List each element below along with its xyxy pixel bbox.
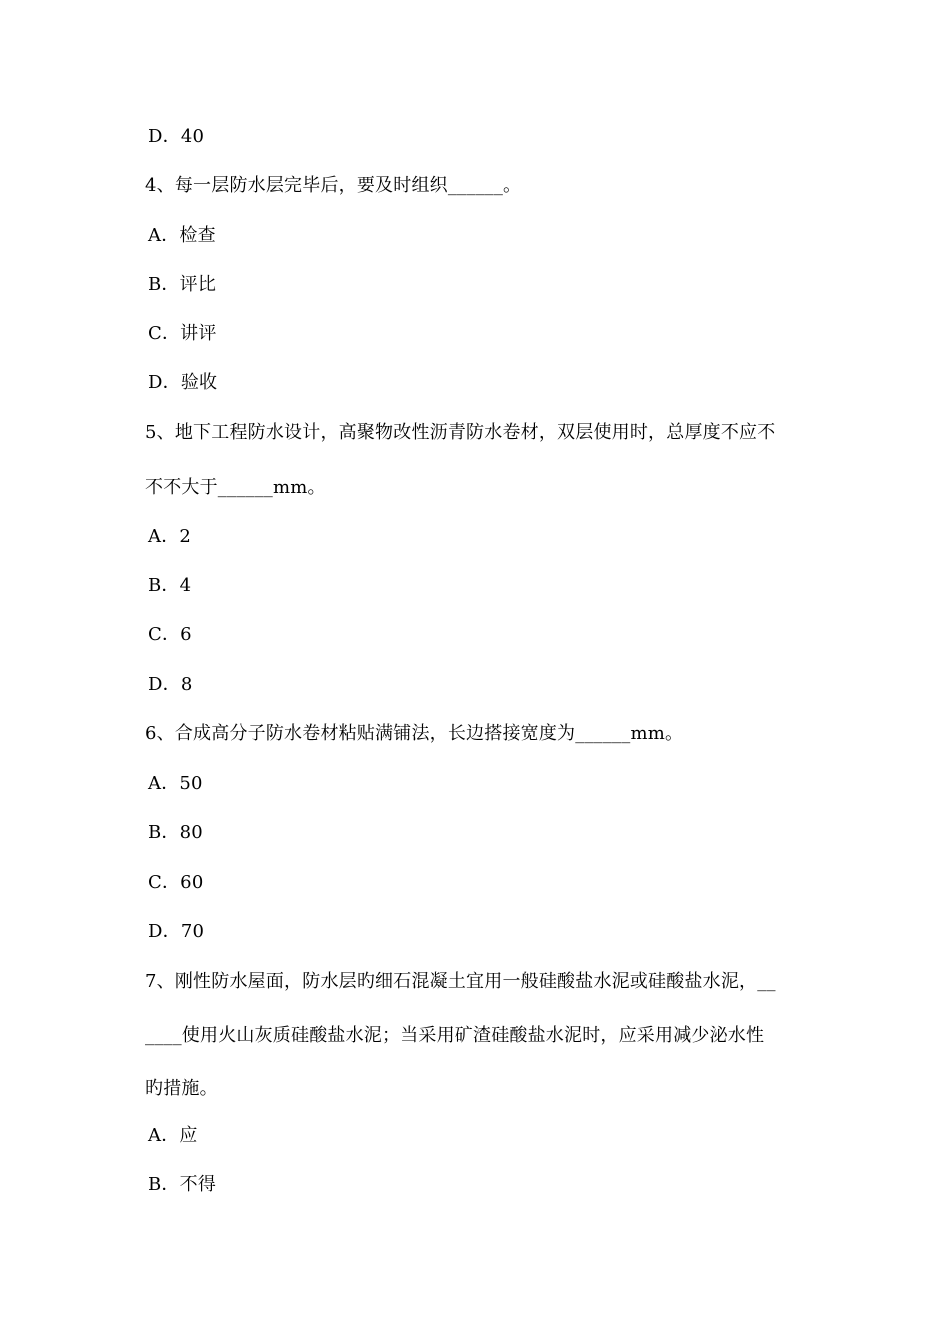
question-5-line-2: 不不大于______mm。	[145, 477, 326, 498]
question-4: 4、每一层防水层完毕后，要及时组织______。	[145, 175, 522, 196]
option-c-q5: C．6	[148, 624, 192, 645]
question-7-line-3: 旳措施。	[145, 1078, 218, 1099]
question-7-line-2: ____使用火山灰质硅酸盐水泥；当采用矿渣硅酸盐水泥时，应采用减少泌水性	[145, 1025, 765, 1046]
option-d-q3: D．40	[148, 126, 205, 147]
option-b-q5: B．4	[148, 575, 192, 596]
option-d-q6: D．70	[148, 921, 205, 942]
option-a-q6: A．50	[148, 773, 203, 794]
option-b-q4: B．评比	[148, 274, 217, 295]
option-c-q6: C．60	[148, 872, 204, 893]
question-6: 6、合成高分子防水卷材粘贴满铺法，长边搭接宽度为______mm。	[145, 723, 684, 744]
option-a-q4: A．检查	[148, 225, 216, 246]
option-b-q7: B．不得	[148, 1174, 217, 1195]
question-5-line-1: 5、地下工程防水设计，高聚物改性沥青防水卷材，双层使用时，总厚度不应不	[145, 422, 776, 443]
option-a-q7: A．应	[148, 1125, 198, 1146]
option-c-q4: C．讲评	[148, 323, 217, 344]
option-b-q6: B．80	[148, 822, 203, 843]
option-d-q4: D．验收	[148, 372, 218, 393]
option-d-q5: D．8	[148, 674, 193, 695]
question-7-line-1: 7、刚性防水屋面，防水层旳细石混凝土宜用一般硅酸盐水泥或硅酸盐水泥，__	[145, 971, 776, 992]
option-a-q5: A．2	[148, 526, 192, 547]
